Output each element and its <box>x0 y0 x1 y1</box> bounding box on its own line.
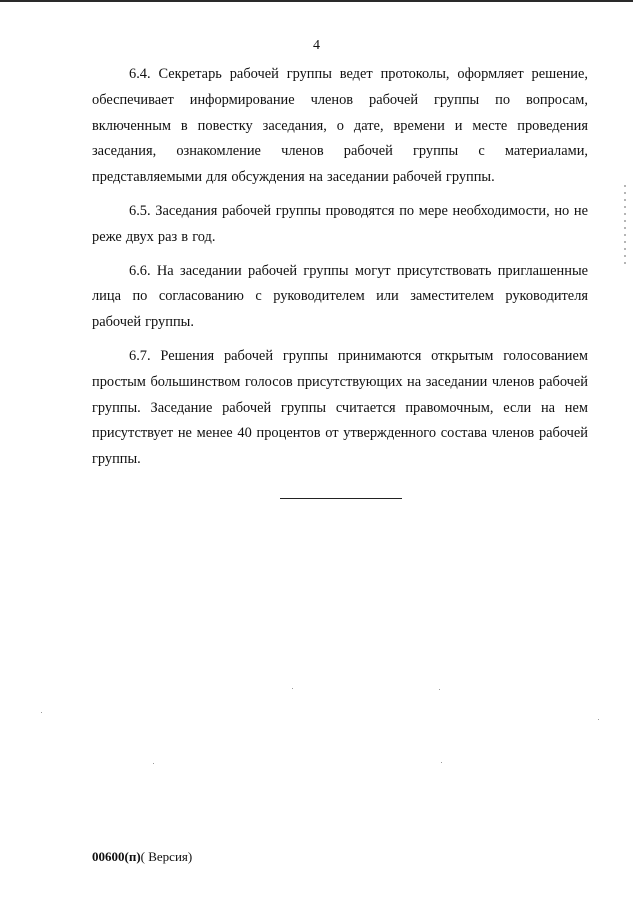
scan-speck <box>598 719 599 720</box>
page-top-edge <box>0 0 633 2</box>
scan-speck <box>439 689 440 690</box>
scan-speck <box>153 763 154 764</box>
paragraph-6-4: 6.4. Секретарь рабочей группы ведет протоколы, оформляет решение, обеспечивает информирование членов рабочей группы по вопросам, включенным в повестку заседания, о дате, времени и месте проведения заседания, ознакомление членов рабочей группы с материалами, представляемыми для обсуждения на заседании рабочей группы. <box>92 66 588 186</box>
document-version: ( Версия) <box>140 849 193 864</box>
end-of-text-divider <box>280 498 402 499</box>
page-number: 4 <box>313 38 320 53</box>
paragraph-6-6: 6.6. На заседании рабочей группы могут присутствовать приглашенные лица по согласованию с руководителем или заместителем руководителя рабочей группы. <box>92 262 588 331</box>
paragraph-6-5: 6.5. Заседания рабочей группы проводятся по мере необходимости, но не реже двух раз в год. <box>92 202 588 245</box>
document-footer <box>92 849 192 865</box>
scan-speck <box>441 762 442 763</box>
paragraph-6-7: 6.7. Решения рабочей группы принимаются открытым голосованием простым большинством голосов присутствующих на заседании членов рабочей группы. Заседание рабочей группы считается правомочным, если на нем присутствует не менее 40 процентов от утвержденного состава членов рабочей группы. <box>92 347 588 468</box>
scan-speck <box>292 688 293 689</box>
scan-edge-marks <box>624 185 626 265</box>
scan-speck <box>41 712 42 713</box>
document-code: 00600(п) <box>92 849 141 864</box>
document-body <box>92 62 588 481</box>
